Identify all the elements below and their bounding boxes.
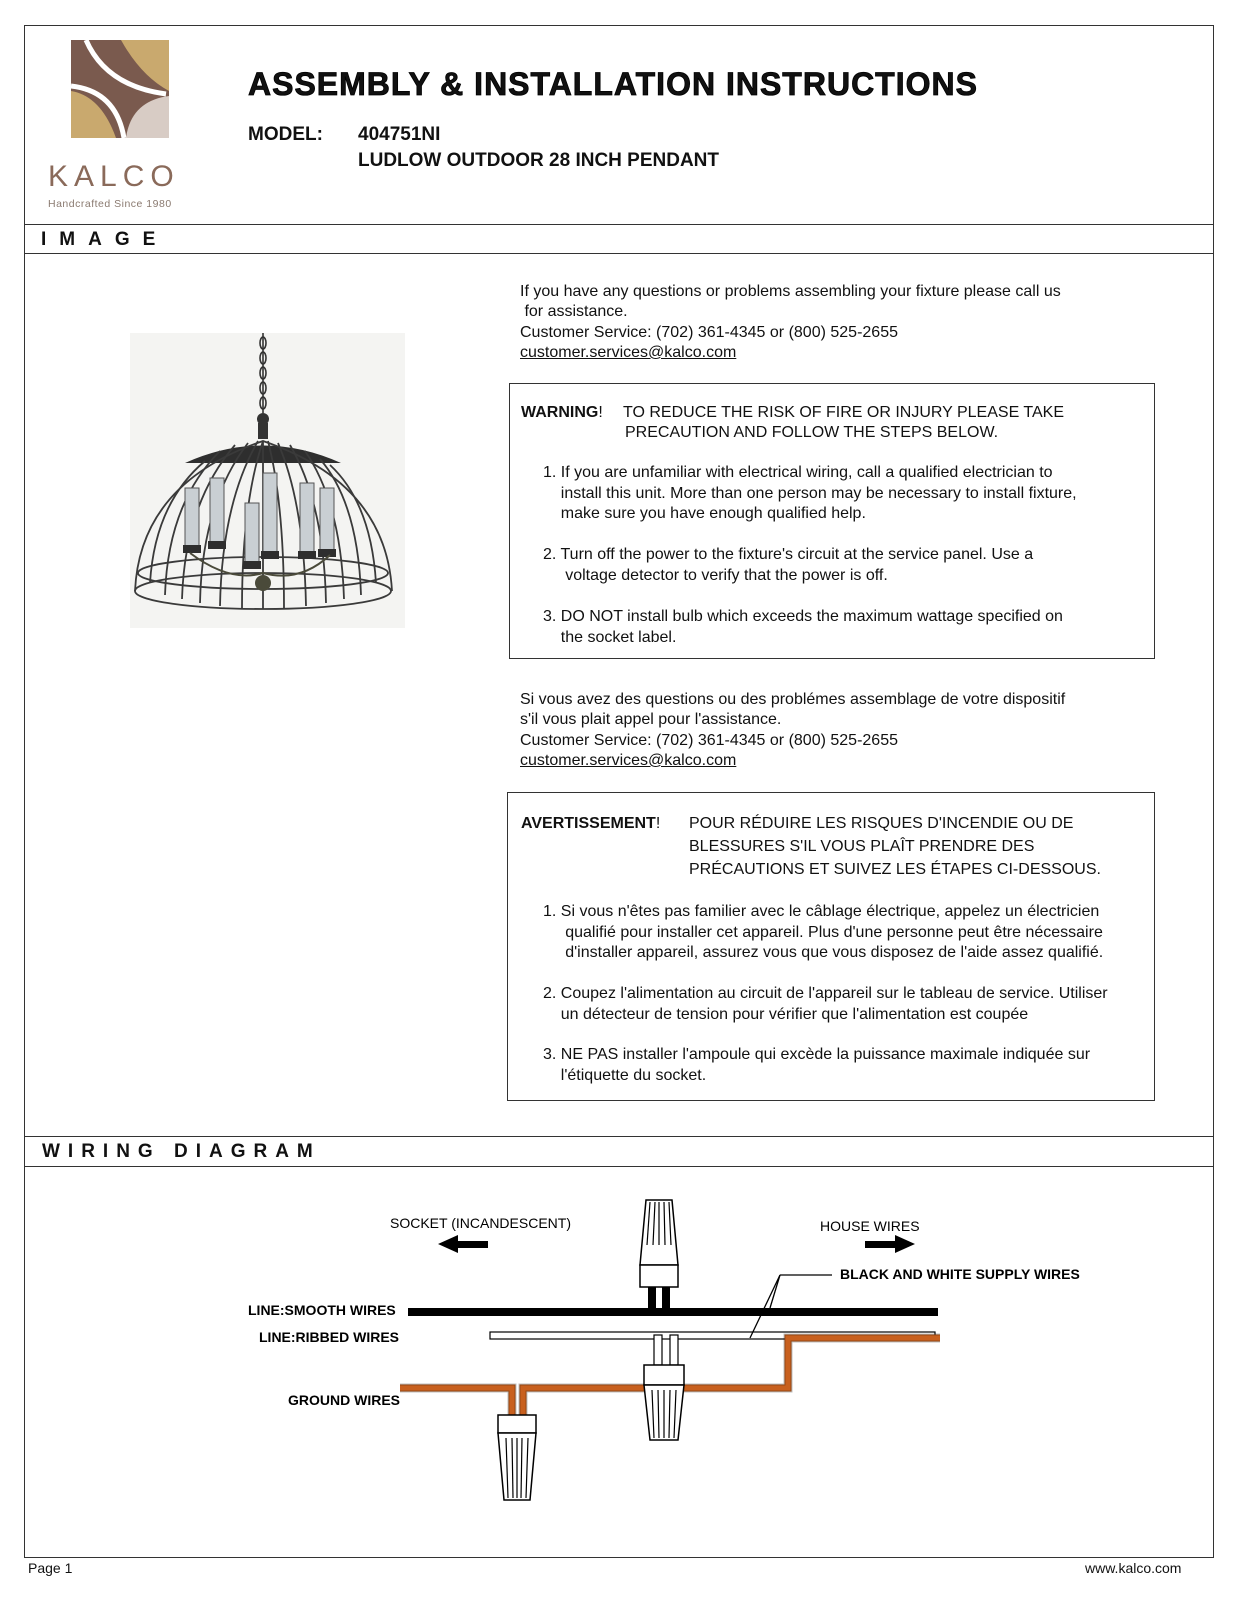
model-label: MODEL: [248,124,323,145]
fr-warning-label: AVERTISSEMENT [521,815,656,832]
fr-warning-line-3: PRÉCAUTIONS ET SUIVEZ LES ÉTAPES CI-DESSOUS. [689,861,1101,878]
fr-warning-bang: ! [655,815,661,832]
model-name: LUDLOW OUTDOOR 28 INCH PENDANT [358,150,719,171]
smooth-wires-label: LINE:SMOOTH WIRES [248,1302,396,1318]
header-divider [24,224,1214,225]
left-arrow [438,1235,488,1253]
fr-warning-line-2: BLESSURES S'IL VOUS PLAÎT PRENDRE DES [689,838,1035,855]
warning-step-1: 1. If you are unfamiliar with electrical wiring, call a qualified electrician to install this unit. More than one person may be necessary to install fixture, make sure you have enough qualified help. [543,464,1077,522]
intro-line-2: for assistance. [520,303,628,320]
page-number: Page 1 [28,1560,73,1576]
middle-wire-nut [644,1365,684,1440]
wiring-section-top-divider [24,1136,1214,1137]
house-wires-label: HOUSE WIRES [820,1218,920,1234]
brand-tagline: Handcrafted Since 1980 [48,198,172,210]
warning-label: WARNING [521,404,599,421]
fr-warning-heading [521,814,660,835]
wiring-diagram [240,1190,1080,1520]
pendant-product-image [130,333,405,628]
warning-step-2: 2. Turn off the power to the fixture's circuit at the service panel. Use a voltage detector to verify that the power is off. [543,546,1034,584]
image-section-label: IMAGE [41,229,169,250]
fr-intro-line-2: s'il vous plait appel pour l'assistance. [520,711,782,728]
model-number: 404751NI [358,124,441,145]
warning-bang: ! [598,404,603,421]
fr-warning-step-2: 2. Coupez l'alimentation au circuit de l'appareil sur le tableau de service. Utiliser un détecteur de tension pour vérifier que l'alimentation est coupée [543,985,1108,1023]
intro-line-1: If you have any questions or problems assembling your fixture please call us [520,283,1061,300]
fr-warning-step-1: 1. Si vous n'êtes pas familier avec le câblage électrique, appelez un électricien qualifié pour installer cet appareil. Plus d'une personne peut être nécessaire d'installer appareil, assurez vous que vous disposez de l'aide assez qualifié. [543,903,1104,961]
fr-intro-line-1: Si vous avez des questions ou des problémes assemblage de votre dispositif [520,691,1066,708]
warning-heading [521,403,603,424]
website-link[interactable]: www.kalco.com [1085,1560,1182,1576]
brand-name: KALCO [48,160,180,193]
email-link[interactable]: customer.services@kalco.com [520,344,737,361]
socket-label: SOCKET (INCANDESCENT) [390,1215,571,1231]
warning-line-2: PRECAUTION AND FOLLOW THE STEPS BELOW. [625,424,999,441]
supply-wires-label: BLACK AND WHITE SUPPLY WIRES [840,1266,1080,1282]
ribbed-wires-label: LINE:RIBBED WIRES [259,1329,399,1345]
warning-line-1: TO REDUCE THE RISK OF FIRE OR INJURY PLEASE TAKE [623,404,1064,421]
warning-step-3: 3. DO NOT install bulb which exceeds the maximum wattage specified on the socket label. [543,608,1063,646]
page-title: ASSEMBLY & INSTALLATION INSTRUCTIONS [248,66,978,102]
ground-wires-label: GROUND WIRES [288,1392,400,1408]
customer-service: Customer Service: (702) 361-4345 or (800) 525-2655 [520,324,898,341]
supply-leader [750,1275,832,1338]
smooth-wire [408,1308,938,1316]
top-wire-nut [640,1200,678,1287]
fr-email-link[interactable]: customer.services@kalco.com [520,752,737,769]
fr-customer-service: Customer Service: (702) 361-4345 or (800) 525-2655 [520,732,898,749]
fr-warning-step-3: 3. NE PAS installer l'ampoule qui excède la puissance maximale indiquée sur l'étiquette du socket. [543,1046,1091,1084]
wiring-section-label: WIRING DIAGRAM [42,1141,321,1162]
ground-wire-nut [498,1415,536,1500]
wiring-section-divider [24,1166,1214,1167]
right-arrow [865,1235,915,1253]
image-section-divider [24,253,1214,254]
fr-warning-line-1: POUR RÉDUIRE LES RISQUES D'INCENDIE OU DE [689,815,1074,832]
